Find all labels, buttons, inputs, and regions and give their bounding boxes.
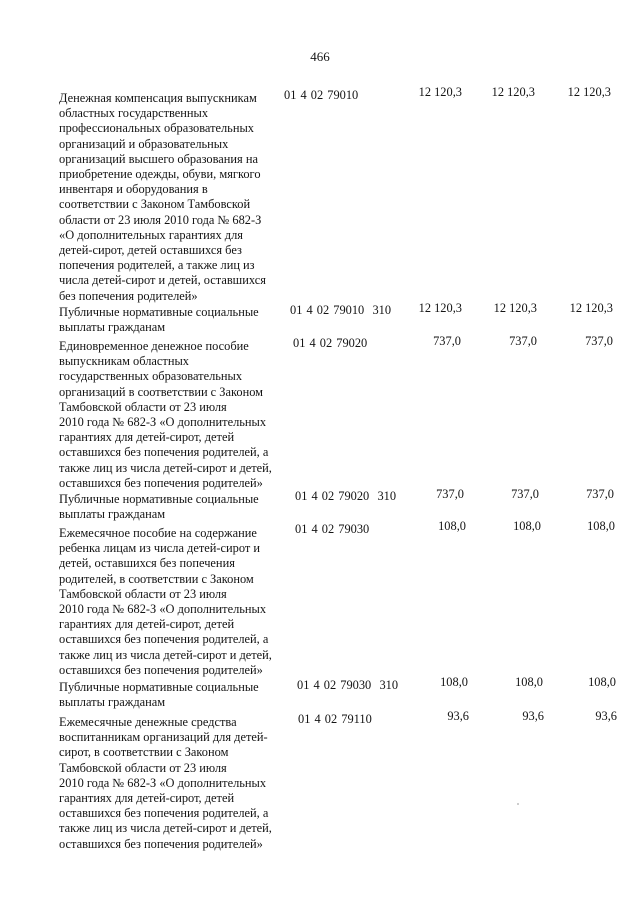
row-value-3: 108,0 [588,675,616,689]
row-value-2: 737,0 [509,334,537,348]
row-value-2: 12 120,3 [493,301,537,315]
row-description: Единовременное денежное пособие выпускникам областных государственных образовательных организаций в соответствии с Законом Тамбовской области от 23 июля 2010 года № 682-З «О дополнительных гарантиях для детей-сирот, детей оставшихся без попечения родителей, а также лиц из числа детей-сирот и детей, оставшихся без попечения родителей» [59,339,272,490]
row-value-2: 93,6 [522,709,544,723]
row-value-1: 108,0 [438,519,466,533]
row-code: 01 4 02 79030 [295,522,370,536]
scan-speck [517,803,519,805]
row-value-3: 12 120,3 [567,85,611,99]
row-value-1: 93,6 [447,709,469,723]
row-value-1: 108,0 [440,675,468,689]
row-value-3: 12 120,3 [569,301,613,315]
row-value-3: 108,0 [587,519,615,533]
row-code: 01 4 02 79010 310 [290,303,392,317]
row-value-2: 108,0 [513,519,541,533]
row-value-3: 737,0 [586,487,614,501]
row-value-1: 12 120,3 [418,85,462,99]
row-value-1: 737,0 [433,334,461,348]
row-description: Ежемесячные денежные средства воспитанникам организаций для детей- сирот, в соответствии с Законом Тамбовской области от 23 июля 2010 года № 682-З «О дополнительных гарантиях для детей-сирот, детей оставшихся без попечения родителей, а также лиц из числа детей-сирот и детей, оставшихся без попечения родителей» [59,715,272,851]
row-code: 01 4 02 79110 [298,712,372,726]
row-description: Денежная компенсация выпускникам областных государственных профессиональных образовательных организаций и образовательных организаций высшего образования на приобретение одежды, обуви, мягкого инвентаря и оборудования в соответствии с Законом Тамбовской области от 23 июля 2010 года № 682-З «О дополнительных гарантиях для детей-сирот, детей оставшихся без попечения родителей, а также лиц из числа детей-сирот и детей, оставшихся без попечения родителей» [59,91,266,303]
row-value-3: 737,0 [585,334,613,348]
row-code: 01 4 02 79030 310 [297,678,399,692]
page-number: 466 [310,49,330,64]
row-value-1: 737,0 [436,487,464,501]
row-description: Ежемесячное пособие на содержание ребенка лицам из числа детей-сирот и детей, оставшихся без попечения родителей, в соответствии с Законом Тамбовской области от 23 июля 2010 года № 682-З «О дополнительных гарантиях для детей-сирот, детей оставшихся без попечения родителей, а также лиц из числа детей-сирот и детей, оставшихся без попечения родителей» [59,526,272,677]
row-value-3: 93,6 [595,709,617,723]
row-value-2: 108,0 [515,675,543,689]
row-description: Публичные нормативные социальные выплаты гражданам [59,492,259,522]
row-value-1: 12 120,3 [418,301,462,315]
row-value-2: 12 120,3 [491,85,535,99]
row-code: 01 4 02 79010 [284,88,359,102]
row-code: 01 4 02 79020 [293,336,368,350]
row-description: Публичные нормативные социальные выплаты гражданам [59,305,259,335]
row-description: Публичные нормативные социальные выплаты гражданам [59,680,259,710]
row-code: 01 4 02 79020 310 [295,489,397,503]
row-value-2: 737,0 [511,487,539,501]
